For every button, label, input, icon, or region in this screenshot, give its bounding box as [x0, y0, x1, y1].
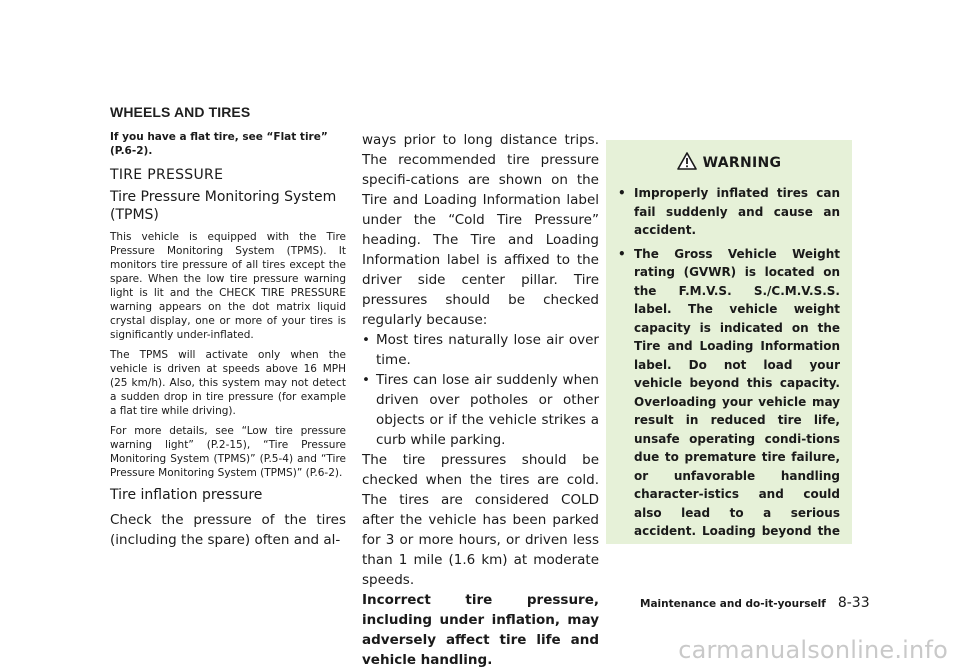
page-number: 8-33	[837, 595, 870, 611]
warning-header	[618, 152, 840, 174]
heading-tpms: Tire Pressure Monitoring System (TPMS)	[110, 189, 337, 223]
cold-tires-paragraph: The tire pressures should be checked when the tires are cold. The tires are considered COLD after the vehicle has been parked for 3 or more hours, or driven less than 1 mile (1.6 km) at moderate speeds.	[362, 452, 599, 588]
heading-inflation-pressure: Tire inflation pressure	[110, 487, 263, 503]
warning-item: • Improperly inflated tires can fail suddenly and cause an accident.	[618, 186, 840, 237]
warning-item: • The Gross Vehicle Weight rating (GVWR) is located on the F.M.V.S. S./C.M.V.S.S. label. The vehicle weight capacity is indicated on the Tire and Loading Information label. Do not load your vehicle beyond this capacity. Overloading your vehicle may result in reduced tire life, unsafe operating condi-tions due to premature tire failure, or unfavorable handling character-istics and could also lead to a serious accident. Loading beyond the	[618, 246, 840, 538]
bullet-icon: •	[618, 246, 626, 261]
bullet-icon: •	[362, 332, 370, 348]
bullet-icon: •	[618, 186, 626, 200]
bullet-icon: •	[362, 372, 370, 388]
warning-box	[606, 140, 852, 544]
tpms-paragraph-3: For more details, see “Low tire pressure warning light” (P.2-15), “Tire Pressure Monitoring System (TPMS)” (P.5-4) and “Tire Pressure Monitoring System (TPMS)” (P.6-2).	[110, 425, 346, 479]
column-3	[606, 140, 852, 544]
watermark: carmanualsonline.info	[678, 636, 948, 664]
flat-tire-note: If you have a flat tire, see “Flat tire” (P.6-2).	[110, 131, 328, 157]
page-footer	[640, 592, 870, 611]
warning-list	[618, 184, 840, 544]
tpms-paragraph-2: The TPMS will activate only when the vehicle is driven at speeds above 16 MPH (25 km/h). Also, this system may not detect a sudden drop in tire pressure (for example a flat tire while driving).	[110, 349, 346, 417]
list-item: • Most tires naturally lose air over time.	[362, 332, 599, 368]
column-2	[362, 130, 599, 670]
list-item: • Tires can lose air suddenly when driven over potholes or other objects or if the vehicle strikes a curb while parking.	[362, 372, 599, 448]
incorrect-pressure-paragraph: Incorrect tire pressure, including under inflation, may adversely affect tire life and vehicle handling.	[362, 592, 599, 668]
inflation-paragraph-cont: ways prior to long distance trips. The recommended tire pressure specifi-cations are shown on the Tire and Loading Information label under the “Cold Tire Pressure” heading. The Tire and Loading Information label is affixed to the driver side center pillar. Tire pressures should be checked regularly because:	[362, 132, 599, 328]
warning-triangle-icon	[677, 152, 697, 174]
tpms-paragraph-1: This vehicle is equipped with the Tire Pressure Monitoring System (TPMS). It monitors tire pressure of all tires except the spare. When the low tire pressure warning light is lit and the CHECK TIRE PRESSURE warning appears on the dot matrix liquid crystal display, one or more of your tires is significantly under-inflated.	[110, 231, 346, 341]
column-1	[110, 130, 346, 550]
reasons-list	[362, 330, 599, 450]
section-title: WHEELS AND TIRES	[110, 104, 251, 120]
heading-tire-pressure: TIRE PRESSURE	[110, 167, 224, 183]
warning-label: WARNING	[702, 155, 782, 171]
inflation-paragraph: Check the pressure of the tires (including the spare) often and al-	[110, 512, 346, 548]
footer-chapter: Maintenance and do-it-yourself	[640, 598, 826, 610]
